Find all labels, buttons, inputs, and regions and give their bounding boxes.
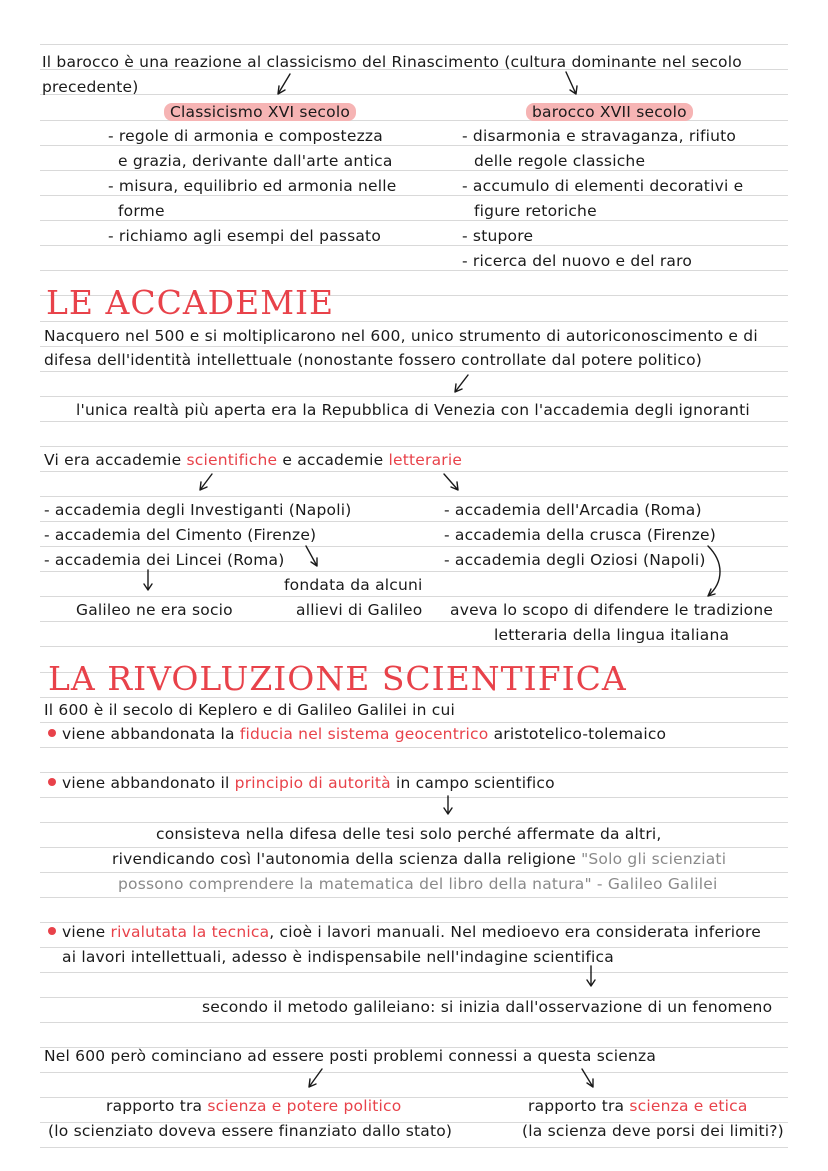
- barocco-line: figure retoriche: [474, 202, 597, 220]
- arrow-to-scientifiche: [200, 474, 212, 490]
- rapporto-etica: rapporto tra scienza e etica: [528, 1097, 748, 1115]
- bullet-dot: [48, 927, 56, 935]
- galileo-quote: possono comprendere la matematica del libro della natura" - Galileo Galilei: [118, 875, 718, 893]
- autorita-explanation-1: consisteva nella difesa delle tesi solo perché affermate da altri,: [156, 825, 662, 843]
- barocco-line: - disarmonia e stravaganza, rifiuto: [462, 127, 737, 145]
- barocco-line: delle regole classiche: [474, 152, 646, 170]
- arrow-autorita: [444, 796, 452, 814]
- classicismo-line: - misura, equilibrio ed armonia nelle: [108, 177, 397, 195]
- letteraria-item: - accademia della crusca (Firenze): [444, 526, 716, 544]
- classicismo-heading: Classicismo XVI secolo: [164, 102, 356, 122]
- intro-line-1: Il barocco è una reazione al classicismo del Rinascimento (cultura dominante nel secolo: [42, 53, 742, 71]
- classicismo-line: - regole di armonia e compostezza: [108, 127, 383, 145]
- bullet-dot: [48, 778, 56, 786]
- metodo-galileiano: secondo il metodo galileiano: si inizia dall'osservazione di un fenomeno: [202, 998, 773, 1016]
- rapporto-potere: rapporto tra scienza e potere politico: [106, 1097, 402, 1115]
- barocco-line: - accumulo di elementi decorativi e: [462, 177, 744, 195]
- barocco-line: - stupore: [462, 227, 534, 245]
- oziosi-note-2: letteraria della lingua italiana: [494, 626, 730, 644]
- bullet-tecnica: viene rivalutata la tecnica, cioè i lavori manuali. Nel medioevo era considerata inferiore: [62, 923, 761, 941]
- scientifica-item: - accademia dei Lincei (Roma): [44, 551, 285, 569]
- accademie-title: LE ACCADEMIE: [46, 283, 335, 322]
- accademie-types: Vi era accademie scientifiche e accademie letterarie: [44, 451, 463, 469]
- accademie-line-1: Nacquero nel 500 e si moltiplicarono nel 600, unico strumento di autoriconoscimento e di: [44, 327, 758, 345]
- bullet-dot: [48, 729, 56, 737]
- arrow-to-letterarie: [444, 474, 458, 490]
- arrow-lincei-socio: [144, 570, 152, 590]
- tecnica-line-2: ai lavori intellettuali, adesso è indispensabile nell'indagine scientifica: [62, 948, 614, 966]
- lincei-note-socio: Galileo ne era socio: [76, 601, 233, 619]
- letteraria-item: - accademia degli Oziosi (Napoli): [444, 551, 706, 569]
- classicismo-line: e grazia, derivante dall'arte antica: [118, 152, 393, 170]
- lincei-note-fondata-2: allievi di Galileo: [296, 601, 423, 619]
- rivoluzione-title: LA RIVOLUZIONE SCIENTIFICA: [48, 659, 627, 698]
- problemi-line: Nel 600 però cominciano ad essere posti problemi connessi a questa scienza: [44, 1047, 657, 1065]
- oziosi-note-1: aveva lo scopo di difendere le tradizione: [450, 601, 774, 619]
- rapporto-potere-note: (lo scienziato doveva essere finanziato dallo stato): [48, 1122, 453, 1140]
- bullet-geocentrico: viene abbandonata la fiducia nel sistema geocentrico aristotelico-tolemaico: [62, 725, 667, 743]
- rapporto-etica-note: (la scienza deve porsi dei limiti?): [522, 1122, 784, 1140]
- scientifica-item: - accademia degli Investiganti (Napoli): [44, 501, 352, 519]
- venezia-note: l'unica realtà più aperta era la Repubblica di Venezia con l'accademia degli ignoranti: [76, 401, 750, 419]
- bullet-autorita: viene abbandonato il principio di autorità in campo scientifico: [62, 774, 555, 792]
- rivoluzione-intro: Il 600 è il secolo di Keplero e di Galileo Galilei in cui: [44, 701, 455, 719]
- letteraria-item: - accademia dell'Arcadia (Roma): [444, 501, 702, 519]
- autorita-explanation-2: rivendicando così l'autonomia della scienza dalla religione "Solo gli scienziati: [112, 850, 727, 868]
- arrow-tecnica: [587, 966, 595, 986]
- classicismo-line: - richiamo agli esempi del passato: [108, 227, 382, 245]
- accademie-line-2: difesa dell'identità intellettuale (nonostante fossero controllate dal potere politico): [44, 351, 703, 369]
- barocco-line: - ricerca del nuovo e del raro: [462, 252, 693, 270]
- intro-line-2: precedente): [42, 78, 139, 96]
- barocco-heading: barocco XVII secolo: [526, 102, 693, 122]
- arrow-lincei-fondata: [306, 546, 317, 566]
- arrow-to-venezia: [455, 375, 468, 392]
- arrow-to-barocco: [566, 72, 577, 94]
- scientifica-item: - accademia del Cimento (Firenze): [44, 526, 317, 544]
- arrow-to-classicismo: [278, 74, 290, 94]
- lincei-note-fondata-1: fondata da alcuni: [284, 576, 423, 594]
- classicismo-line: forme: [118, 202, 165, 220]
